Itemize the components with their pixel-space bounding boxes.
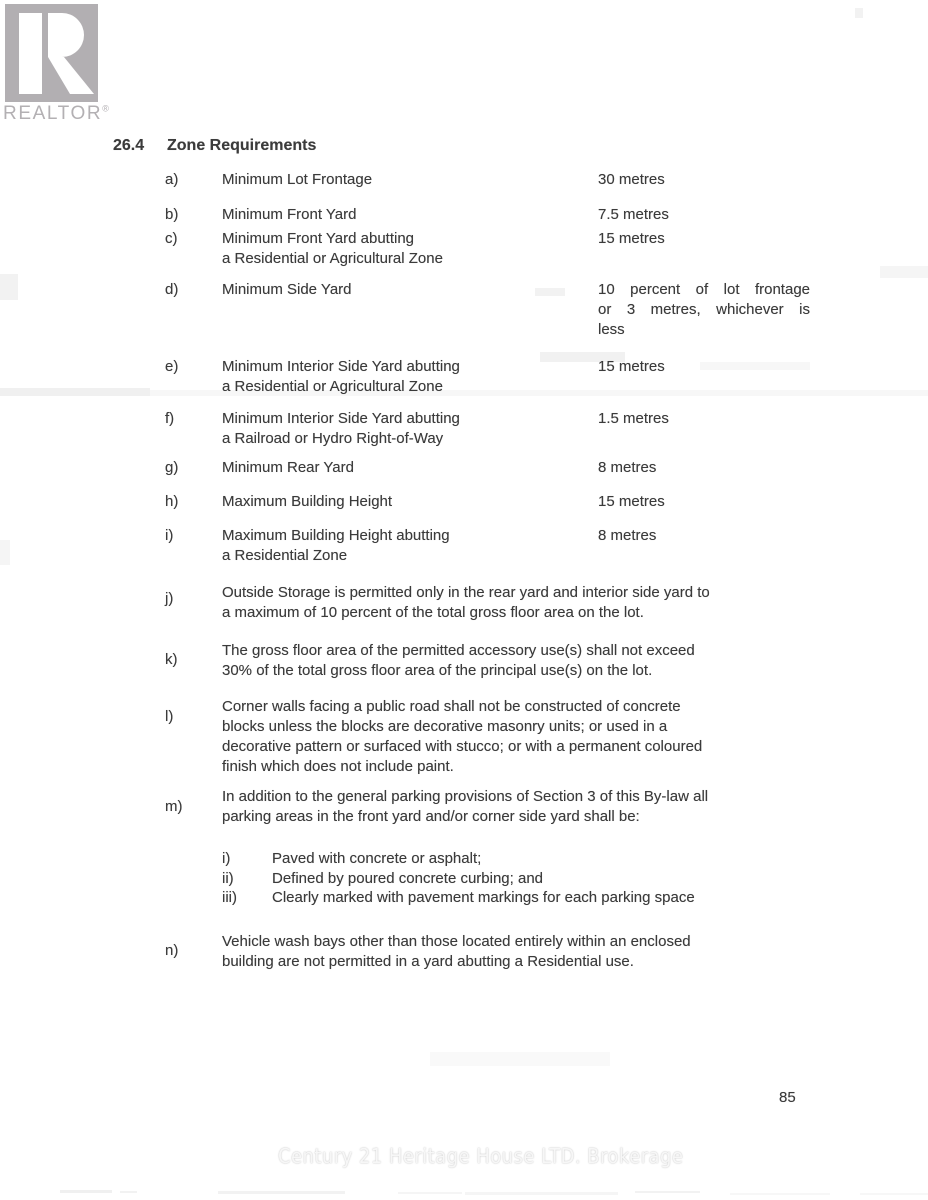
- item-label: Minimum Rear Yard: [222, 459, 354, 476]
- clause-line: The gross floor area of the permitted accessory use(s) shall not exceed: [222, 642, 695, 659]
- scan-artifact: [465, 1192, 618, 1195]
- clause-line: decorative pattern or surfaced with stucco; or with a permanent coloured: [222, 738, 703, 755]
- realtor-wordmark: REALTOR®: [3, 103, 109, 124]
- requirement-row-i: [165, 526, 810, 566]
- scan-artifact: [0, 540, 10, 565]
- item-label: Maximum Building Height: [222, 493, 393, 510]
- section-number: 26.4: [113, 137, 145, 154]
- item-letter: a): [165, 171, 179, 188]
- parking-subitem: [222, 849, 695, 869]
- scan-artifact: [60, 1190, 112, 1193]
- section-heading: [113, 136, 316, 156]
- clause-line: Outside Storage is permitted only in the rear yard and interior side yard to: [222, 584, 710, 601]
- scan-artifact: [700, 362, 810, 370]
- scan-artifact: [860, 1193, 928, 1195]
- item-value: 15 metres: [598, 230, 665, 247]
- item-label: Minimum Lot Frontage: [222, 171, 373, 188]
- clause-line: In addition to the general parking provisions of Section 3 of this By-law all: [222, 788, 709, 805]
- item-label-line: Minimum Front Yard abutting: [222, 230, 415, 247]
- item-letter: k): [165, 651, 178, 668]
- subitem-text: Clearly marked with pavement markings for each parking space: [272, 889, 695, 906]
- parking-subitem: [222, 869, 695, 889]
- requirement-row-c: [165, 229, 810, 269]
- item-label-line: a Residential or Agricultural Zone: [222, 250, 443, 267]
- section-title: Zone Requirements: [167, 137, 317, 154]
- clause-text: [222, 697, 702, 777]
- item-value: 7.5 metres: [598, 206, 669, 223]
- item-value-line: or 3 metres, whichever is: [598, 301, 810, 318]
- clause-line: 30% of the total gross floor area of the principal use(s) on the lot.: [222, 662, 653, 679]
- item-label: Minimum Front Yard: [222, 206, 357, 223]
- scan-artifact: [635, 1191, 700, 1193]
- item-value: 8 metres: [598, 459, 657, 476]
- item-label-line: Minimum Interior Side Yard abutting: [222, 410, 460, 427]
- item-label: [222, 526, 598, 566]
- item-letter: e): [165, 358, 179, 375]
- parking-subitems: [222, 849, 695, 908]
- scan-artifact: [855, 8, 863, 18]
- parking-subitem: [222, 888, 695, 908]
- item-label-line: Maximum Building Height abutting: [222, 527, 450, 544]
- item-value: [598, 280, 810, 340]
- item-letter: g): [165, 459, 179, 476]
- clause-n: [165, 932, 691, 972]
- clause-line: parking areas in the front yard and/or corner side yard shall be:: [222, 808, 640, 825]
- item-letter: d): [165, 281, 179, 298]
- page-number: 85: [779, 1089, 796, 1106]
- brokerage-watermark: Century 21 Heritage House LTD. Brokerage: [278, 1144, 684, 1168]
- item-letter: l): [165, 708, 174, 725]
- clause-text: [222, 932, 691, 972]
- realtor-logo: [3, 4, 125, 124]
- item-value-line: less: [598, 321, 625, 338]
- scan-artifact: [218, 1191, 345, 1194]
- item-label: [222, 229, 598, 269]
- subitem-numeral: iii): [222, 889, 237, 906]
- item-label-line: a Residential or Agricultural Zone: [222, 378, 443, 395]
- clause-line: Vehicle wash bays other than those located entirely within an enclosed: [222, 933, 691, 950]
- clause-j: [165, 583, 710, 623]
- item-value: 30 metres: [598, 171, 665, 188]
- clause-text: [222, 787, 708, 827]
- item-value: 15 metres: [598, 358, 665, 375]
- subitem-text: Paved with concrete or asphalt;: [272, 850, 482, 867]
- item-letter: n): [165, 942, 179, 959]
- item-label-line: a Railroad or Hydro Right-of-Way: [222, 430, 444, 447]
- item-letter: j): [165, 590, 174, 607]
- scan-artifact: [880, 266, 928, 278]
- item-letter: f): [165, 410, 175, 427]
- item-label: [222, 409, 598, 449]
- item-letter: i): [165, 527, 174, 544]
- item-label-line: Minimum Interior Side Yard abutting: [222, 358, 460, 375]
- clause-line: Corner walls facing a public road shall not be constructed of concrete: [222, 698, 681, 715]
- subitem-numeral: ii): [222, 869, 234, 887]
- requirement-row-f: [165, 409, 810, 449]
- scan-artifact: [540, 352, 625, 362]
- clause-text: [222, 641, 695, 681]
- scan-artifact: [398, 1192, 462, 1194]
- clause-m: [165, 787, 708, 827]
- scan-artifact: [120, 1191, 137, 1193]
- clause-line: finish which does not include paint.: [222, 758, 454, 775]
- scan-artifact: [0, 274, 18, 300]
- requirement-row-a: [165, 170, 810, 190]
- clause-text: [222, 583, 710, 623]
- item-label-line: a Residential Zone: [222, 547, 348, 564]
- item-letter: b): [165, 206, 179, 223]
- registered-mark: ®: [102, 103, 109, 114]
- item-value: 1.5 metres: [598, 410, 669, 427]
- item-letter: h): [165, 493, 179, 510]
- scan-artifact: [150, 390, 928, 396]
- clause-line: building are not permitted in a yard abutting a Residential use.: [222, 953, 634, 970]
- subitem-text: Defined by poured concrete curbing; and: [272, 869, 544, 887]
- item-value-line: 10 percent of lot frontage: [598, 281, 810, 298]
- requirement-row-b: [165, 205, 810, 225]
- clause-line: a maximum of 10 percent of the total gross floor area on the lot.: [222, 604, 644, 621]
- clause-line: blocks unless the blocks are decorative masonry units; or used in a: [222, 718, 668, 735]
- scan-artifact: [535, 288, 565, 296]
- realtor-r-icon: [5, 4, 98, 102]
- scan-artifact: [430, 1052, 610, 1066]
- item-letter: m): [165, 798, 183, 815]
- item-label: Minimum Side Yard: [222, 281, 352, 298]
- scan-artifact: [730, 1193, 830, 1195]
- requirement-row-h: [165, 492, 810, 512]
- clause-k: [165, 641, 695, 681]
- scan-artifact: [0, 388, 150, 396]
- item-letter: c): [165, 230, 178, 247]
- subitem-numeral: i): [222, 850, 231, 867]
- item-value: 15 metres: [598, 493, 665, 510]
- clause-l: [165, 697, 702, 777]
- requirement-row-d: [165, 280, 810, 340]
- item-value: 8 metres: [598, 527, 657, 544]
- requirement-row-g: [165, 458, 810, 478]
